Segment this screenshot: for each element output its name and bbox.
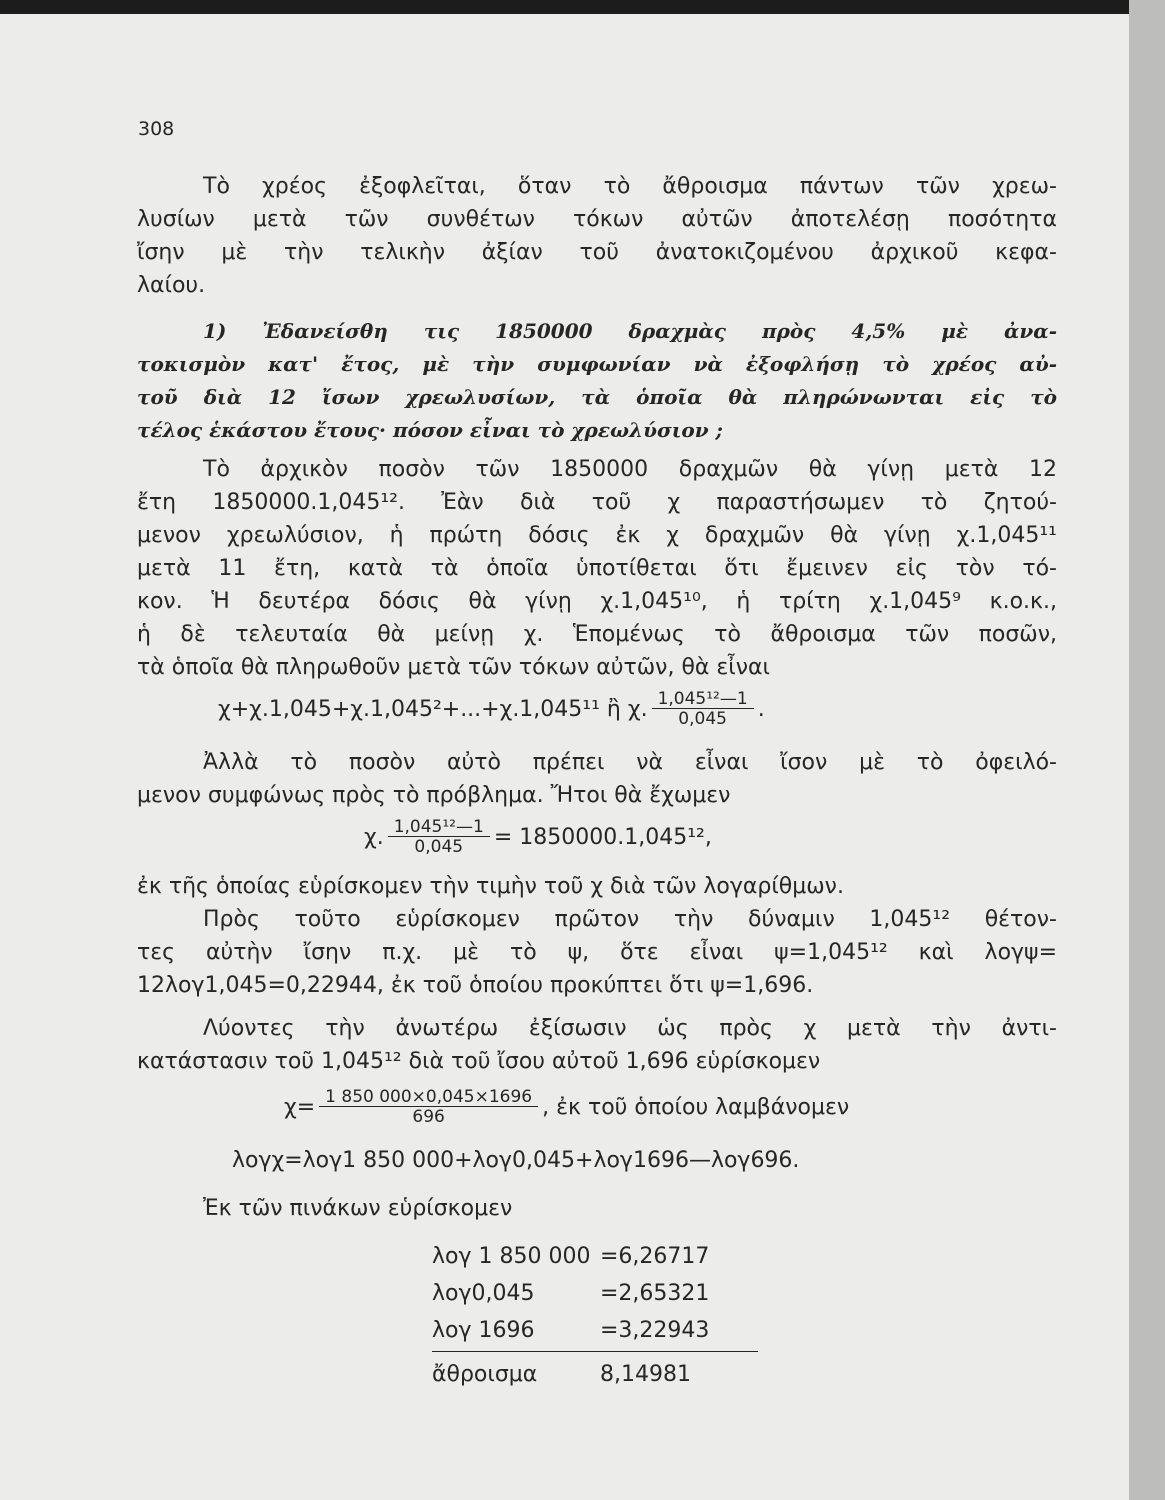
text-line: ἔτη 1850000.1,045¹². Ἐὰν διὰ τοῦ χ παραστήσωμεν τὸ ζητού-	[137, 490, 1057, 515]
text-line: μετὰ 11 ἔτη, κατὰ τὰ ὁποῖα ὑποτίθεται ὅτι ἔμεινεν εἰς τὸν τό-	[137, 556, 1057, 581]
log-table	[432, 1238, 760, 1393]
text-line: τοκισμὸν κατ' ἔτος, μὲ τὴν συμφωνίαν νὰ ἐξοφλήσῃ τὸ χρέος αὐ-	[137, 352, 1057, 376]
text-line: 1) Ἐδανείσθη τις 1850000 δραχμὰς πρὸς 4,5% μὲ ἀνα-	[203, 319, 1057, 343]
fraction	[319, 1088, 538, 1127]
text-line: τες αὐτὴν ἴσην π.χ. μὲ τὸ ψ, ὅτε εἶναι ψ=1,045¹² καὶ λογψ=	[137, 940, 1057, 965]
text-line: Λύοντες τὴν ἀνωτέρω ἐξίσωσιν ὡς πρὸς χ μετὰ τὴν ἀντι-	[203, 1016, 1057, 1041]
table-row	[432, 1238, 760, 1275]
paragraph-tables	[137, 1192, 1057, 1225]
table-row-sum	[432, 1356, 760, 1393]
equation-rhs: = 1850000.1,045¹²,	[493, 825, 712, 850]
paragraph-solution	[137, 453, 1057, 684]
fraction-denominator: 0,045	[414, 837, 464, 857]
fraction-numerator: 1 850 000×0,045×1696	[319, 1088, 538, 1107]
sum-value: 8,14981	[600, 1362, 691, 1387]
log-label: λογ0,045	[432, 1281, 535, 1306]
text-line: κατάστασιν τοῦ 1,045¹² διὰ τοῦ ἴσου αὐτοῦ 1,696 εὑρίσκομεν	[137, 1049, 821, 1074]
text-line: τοῦ διὰ 12 ἴσων χρεωλυσίων, τὰ ὁποῖα θὰ πληρώνωνται εἰς τὸ	[137, 385, 1057, 409]
table-row	[432, 1312, 760, 1349]
equation-tail: .	[757, 697, 765, 722]
text-line: μενον συμφώνως πρὸς τὸ πρόβλημα. Ἤτοι θὰ ἔχωμεν	[137, 783, 731, 808]
text-line: ἐκ τῆς ὁποίας εὑρίσκομεν τὴν τιμὴν τοῦ χ διὰ τῶν λογαρίθμων.	[137, 874, 844, 899]
equation-equality	[364, 818, 712, 857]
log-value: =2,65321	[600, 1281, 710, 1306]
equation-lhs: χ+χ.1,045+χ.1,045²+...+χ.1,045¹¹ ἢ χ.	[218, 697, 648, 722]
text-line: ἴσην μὲ τὴν τελικὴν ἀξίαν τοῦ ἀνατοκιζομένου ἀρχικοῦ κεφα-	[137, 240, 1057, 265]
paragraph-substitution	[137, 1012, 1057, 1078]
fraction	[388, 818, 490, 857]
text-line: τὰ ὁποῖα θὰ πληρωθοῦν μετὰ τῶν τόκων αὐτῶν, θὰ εἶναι	[137, 655, 770, 680]
paragraph-equality	[137, 746, 1057, 812]
log-label: λογ 1 850 000	[432, 1244, 591, 1269]
scan-top-edge	[0, 0, 1165, 14]
equation-tail: , ἐκ τοῦ ὁποίου λαμβάνομεν	[542, 1095, 850, 1120]
fraction-denominator: 0,045	[678, 709, 727, 729]
text-line: κον. Ἡ δευτέρα δόσις θὰ γίνῃ χ.1,045¹⁰, ἡ τρίτη χ.1,045⁹ κ.ο.κ.,	[137, 589, 1057, 614]
equation-series-sum	[218, 690, 765, 729]
fraction	[652, 690, 754, 729]
equation-log-x	[232, 1148, 799, 1173]
text-line: ἡ δὲ τελευταία θὰ μείνῃ χ. Ἑπομένως τὸ ἄθροισμα τῶν ποσῶν,	[137, 622, 1057, 647]
problem-statement	[137, 315, 1057, 447]
fraction-denominator: 696	[412, 1107, 445, 1127]
fraction-numerator: 1,045¹²—1	[388, 818, 490, 837]
scan-right-edge	[1129, 0, 1165, 1500]
text-line: Πρὸς τοῦτο εὑρίσκομεν πρῶτον τὴν δύναμιν 1,045¹² θέτον-	[203, 907, 1057, 932]
equation-lhs: χ.	[364, 825, 384, 850]
equation-text: λογχ=λογ1 850 000+λογ0,045+λογ1696—λογ696.	[232, 1148, 800, 1173]
sum-divider	[432, 1351, 758, 1352]
paragraph-logarithms	[137, 870, 1057, 903]
text-line: Ἐκ τῶν πινάκων εὑρίσκομεν	[203, 1196, 513, 1221]
log-value: =3,22943	[600, 1318, 710, 1343]
text-line: Τὸ ἀρχικὸν ποσὸν τῶν 1850000 δραχμῶν θὰ γίνῃ μετὰ 12	[203, 457, 1057, 482]
log-label: λογ 1696	[432, 1318, 535, 1343]
equation-lhs: χ=	[284, 1095, 316, 1120]
paragraph-debt-repayment	[137, 170, 1057, 302]
text-line: μενον χρεωλύσιον, ἡ πρώτη δόσις ἐκ χ δραχμῶν θὰ γίνῃ χ.1,045¹¹	[137, 523, 1057, 548]
table-row	[432, 1275, 760, 1312]
text-line: 12λογ1,045=0,22944, ἐκ τοῦ ὁποίου προκύπτει ὅτι ψ=1,696.	[137, 973, 814, 998]
log-value: =6,26717	[600, 1244, 710, 1269]
paragraph-power	[137, 903, 1057, 1002]
equation-x	[284, 1088, 849, 1127]
text-line: λαίου.	[137, 273, 206, 298]
text-line: Τὸ χρέος ἐξοφλεῖται, ὅταν τὸ ἄθροισμα πάντων τῶν χρεω-	[203, 174, 1057, 199]
sum-label: ἄθροισμα	[432, 1362, 538, 1387]
fraction-numerator: 1,045¹²—1	[652, 690, 754, 709]
text-line: λυσίων μετὰ τῶν συνθέτων τόκων αὐτῶν ἀποτελέσῃ ποσότητα	[137, 207, 1057, 232]
page-number: 308	[138, 118, 175, 140]
text-line: Ἀλλὰ τὸ ποσὸν αὐτὸ πρέπει νὰ εἶναι ἴσον μὲ τὸ ὀφειλό-	[203, 750, 1057, 775]
text-line: τέλος ἑκάστου ἔτους· πόσον εἶναι τὸ χρεωλύσιον ;	[137, 418, 723, 442]
